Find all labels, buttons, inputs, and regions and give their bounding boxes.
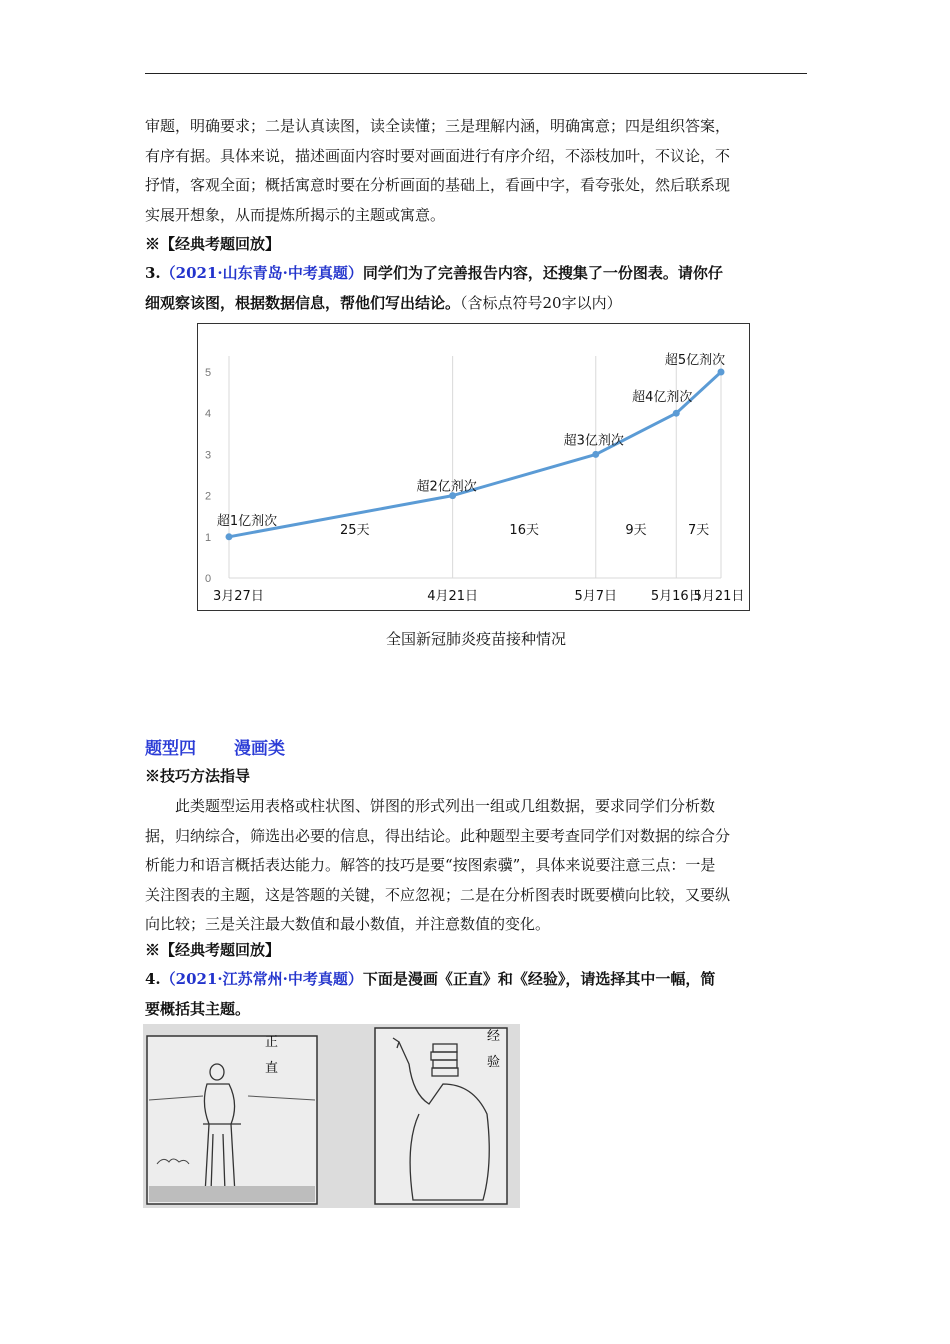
intro-line-3: 抒情，客观全面；概括寓意时要在分析画面的基础上，看画中字，看夸张处，然后联系现 [145,176,731,194]
section-4-subtitle: 漫画类 [234,739,285,759]
data-point [592,451,599,458]
data-point [226,533,233,540]
guide-line-1: 此类题型运用表格或柱状图、饼图的形式列出一组或几组数据，要求同学们分析数 [175,797,716,815]
interval-label: 7天 [687,523,710,538]
comics-image [143,1024,520,1208]
chart-svg [198,324,749,610]
ground-shading [149,1186,315,1202]
guide-line-4: 关注图表的主题，这是答题的关键，不应忽视；二是在分析图表时既要横向比较，又要纵 [145,885,731,904]
interval-label: 25天 [340,523,370,538]
y-tick-label: 5 [204,367,212,379]
guide-line-2: 据，归纳综合，筛选出必要的信息，得出结论。此种题型主要考查同学们对数据的综合分 [145,826,731,845]
data-label: 超4亿剂次 [632,390,693,406]
q4-text-2: 要概括其主题。 [145,999,251,1018]
data-label: 超1亿剂次 [216,513,278,529]
label-jing: 经 [487,1029,501,1044]
q4-number: 4. [145,970,161,988]
guide-line-5: 向比较；三是关注最大数值和最小数值，并注意数值的变化。 [145,915,551,933]
q3-note: （含标点符号20字以内） [460,293,622,312]
x-tick-label: 4月21日 [427,589,479,604]
section-label-review-2: ※【经典考题回放】 [145,941,281,959]
comics-svg [143,1024,520,1208]
guide-paragraph [145,792,807,940]
section-label-review-1: ※【经典考题回放】 [145,235,281,253]
q4-text-1: 下面是漫画《正直》和《经验》，请选择其中一幅，简 [362,970,716,988]
x-tick-label: 5月21日 [693,589,745,604]
header-rule [145,73,807,74]
data-point [673,410,680,417]
data-point [718,369,725,376]
intro-line-2: 有序有据。具体来说，描述画面内容时要对画面进行有序介绍，不添枝加叶，不议论，不 [145,146,731,165]
y-tick-label: 3 [204,449,212,462]
section-4-title: 题型四 [145,739,196,759]
q3-source: （2021·山东青岛·中考真题） [160,264,363,282]
q3-text-1: 同学们为了完善报告内容，还搜集了一份图表。请你仔 [362,264,723,282]
intro-line-1: 审题，明确要求；二是认真读图，读全读懂；三是理解内涵，明确寓意；四是组织答案， [145,117,731,135]
interval-label: 9天 [625,523,647,538]
q3-text-2: 细观察该图，根据数据信息，帮他们写出结论。 [145,293,461,312]
label-zhi: 直 [265,1061,279,1076]
question-3 [145,259,807,318]
q4-source: （2021·江苏常州·中考真题） [160,970,363,988]
chart-caption: 全国新冠肺炎疫苗接种情况 [385,630,566,648]
data-label: 超2亿剂次 [416,479,477,495]
data-label: 超5亿剂次 [664,353,726,368]
section-4-heading [145,734,285,759]
x-tick-label: 5月7日 [574,589,618,604]
question-4 [145,965,807,1024]
guide-label: ※技巧方法指导 [145,767,251,785]
y-tick-label: 1 [204,531,212,544]
label-zheng: 正 [265,1035,279,1050]
y-tick-label: 2 [204,490,212,503]
intro-line-4: 实展开想象，从而提炼所揭示的主题或寓意。 [145,205,446,224]
guide-line-3: 析能力和语言概括表达能力。解答的技巧是要“按图索骥”，具体来说要注意三点：一是 [145,856,716,874]
y-tick-label: 0 [204,573,212,585]
q3-number: 3. [145,264,161,282]
interval-label: 16天 [509,523,539,538]
y-tick-label: 4 [204,408,212,421]
vaccination-chart [197,323,750,611]
intro-paragraph [145,112,807,230]
x-tick-label: 3月27日 [213,589,264,604]
data-label: 超3亿剂次 [563,433,624,449]
x-tick-label: 5月16日 [650,589,702,604]
label-yan: 验 [487,1055,501,1070]
